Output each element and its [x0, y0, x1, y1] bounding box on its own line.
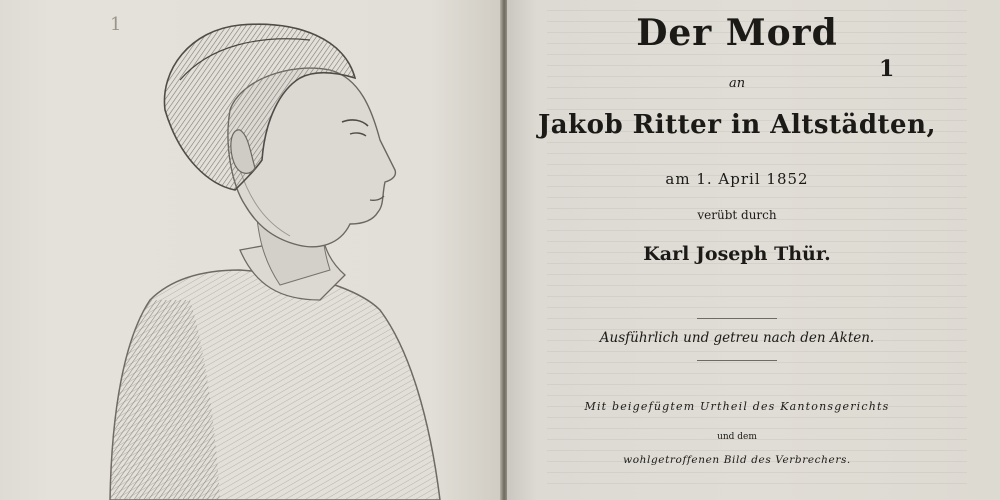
preposition-text: an — [728, 76, 746, 91]
victim-line: Jakob Ritter in Altstädten, — [537, 110, 937, 140]
and-note: und dem — [717, 432, 757, 442]
page-number: 1 — [879, 56, 895, 82]
source-note: Ausführlich und getreu nach den Akten. — [599, 330, 875, 346]
divider-bottom — [697, 360, 777, 361]
with-note: Mit beigefügtem Urtheil des Kantonsgerichts — [584, 400, 890, 413]
book-title: Der Mord — [636, 12, 838, 54]
date-line: am 1. April 1852 — [665, 170, 809, 188]
perpetrated-by-line: verübt durch — [697, 208, 777, 222]
corner-mark: 1 — [110, 14, 122, 35]
image-note: wohlgetroffenen Bild des Verbrechers. — [623, 454, 851, 466]
divider-top — [697, 318, 777, 319]
perpetrator-name: Karl Joseph Thür. — [643, 243, 831, 265]
right-page — [507, 0, 1000, 500]
